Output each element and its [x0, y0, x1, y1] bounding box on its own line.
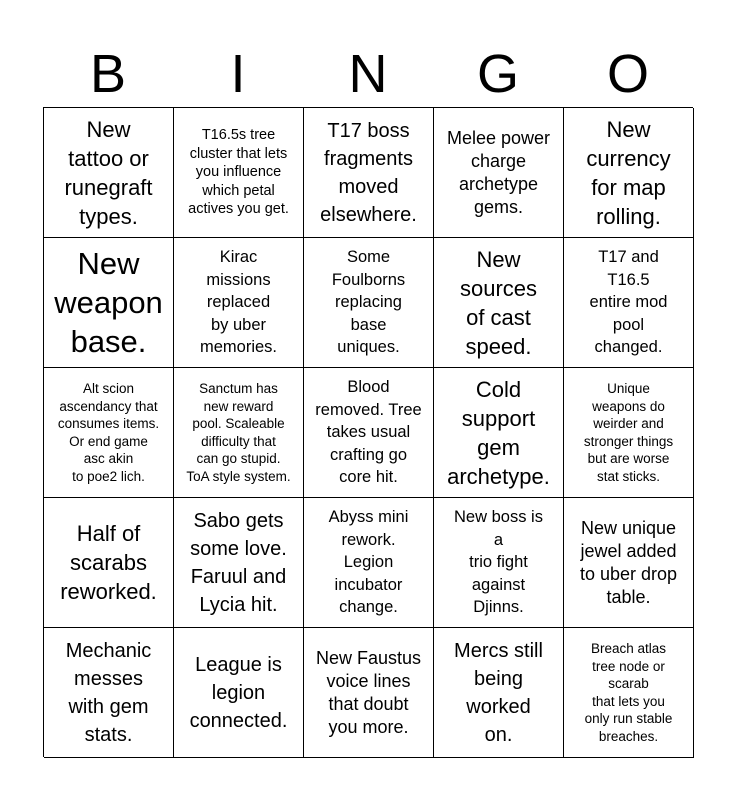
cell-text: T17 boss fragments moved elsewhere. — [320, 119, 417, 226]
cell-text: Abyss mini rework. Legion incubator change. — [328, 508, 409, 617]
bingo-cell[interactable] — [174, 628, 304, 758]
cell-text: New tattoo or runegraft types. — [64, 116, 153, 229]
header-letter-n: N — [348, 44, 388, 104]
bingo-cell[interactable] — [174, 108, 304, 238]
bingo-header — [43, 40, 693, 108]
header-letter-b: B — [89, 44, 127, 104]
bingo-cell[interactable] — [434, 498, 564, 628]
cell-text: Half of scarabs reworked. — [60, 521, 157, 604]
header-letter-g: G — [476, 44, 519, 104]
bingo-board — [43, 107, 693, 757]
header-letter-i: I — [230, 44, 246, 104]
cell-text: Sanctum has new reward pool. Scaleable difficulty that can go stupid. ToA style system. — [186, 381, 291, 484]
cell-text: New Faustus voice lines that doubt you more. — [315, 647, 422, 737]
bingo-cell[interactable] — [174, 498, 304, 628]
cell-text: Melee power charge archetype gems. — [446, 127, 551, 217]
bingo-cell[interactable] — [44, 368, 174, 498]
cell-text: New weapon base. — [54, 246, 163, 359]
cell-text: Mercs still being worked on. — [454, 639, 543, 746]
cell-text: New boss is a trio fight against Djinns. — [454, 508, 543, 617]
cell-text: T17 and T16.5 entire mod pool changed. — [589, 248, 668, 357]
bingo-cell[interactable] — [304, 238, 434, 368]
bingo-cell[interactable] — [564, 108, 694, 238]
cell-text: Cold support gem archetype. — [447, 376, 550, 489]
cell-text: T16.5s tree cluster that lets you influence which petal actives you get. — [188, 127, 289, 218]
bingo-cell[interactable] — [434, 238, 564, 368]
bingo-cell[interactable] — [304, 498, 434, 628]
cell-text: Mechanic messes with gem stats. — [65, 639, 152, 746]
cell-text: Kirac missions replaced by uber memories. — [199, 248, 277, 357]
cell-text: Unique weapons do weirder and stronger things but are worse stat sticks. — [583, 381, 674, 484]
bingo-cell[interactable] — [174, 368, 304, 498]
cell-text: Breach atlas tree node or scarab that lets you only run stable breaches. — [584, 641, 673, 744]
bingo-cell[interactable] — [564, 238, 694, 368]
bingo-cell[interactable] — [564, 368, 694, 498]
cell-text: New unique jewel added to uber drop table. — [579, 517, 678, 607]
bingo-cell[interactable] — [304, 628, 434, 758]
bingo-cell[interactable] — [44, 628, 174, 758]
cell-text: Some Foulborns replacing base uniques. — [331, 248, 406, 357]
bingo-cell[interactable] — [304, 108, 434, 238]
bingo-cell[interactable] — [564, 498, 694, 628]
bingo-cell[interactable] — [434, 368, 564, 498]
cell-text: Blood removed. Tree takes usual crafting go core hit. — [315, 378, 422, 487]
cell-text: New currency for map rolling. — [586, 116, 671, 229]
bingo-cell[interactable] — [434, 108, 564, 238]
cell-text: Alt scion ascendancy that consumes items. Or end game asc akin to poe2 lich. — [57, 381, 160, 484]
bingo-cell[interactable] — [44, 108, 174, 238]
header-letter-o: O — [606, 44, 649, 104]
bingo-cell[interactable] — [44, 238, 174, 368]
cell-text: New sources of cast speed. — [459, 246, 538, 359]
bingo-cell[interactable] — [434, 628, 564, 758]
cell-text: Sabo gets some love. Faruul and Lycia hit. — [190, 509, 287, 616]
bingo-cell[interactable] — [564, 628, 694, 758]
bingo-cell[interactable] — [44, 498, 174, 628]
bingo-cell[interactable] — [304, 368, 434, 498]
cell-text: League is legion connected. — [189, 653, 288, 732]
bingo-cell[interactable] — [174, 238, 304, 368]
